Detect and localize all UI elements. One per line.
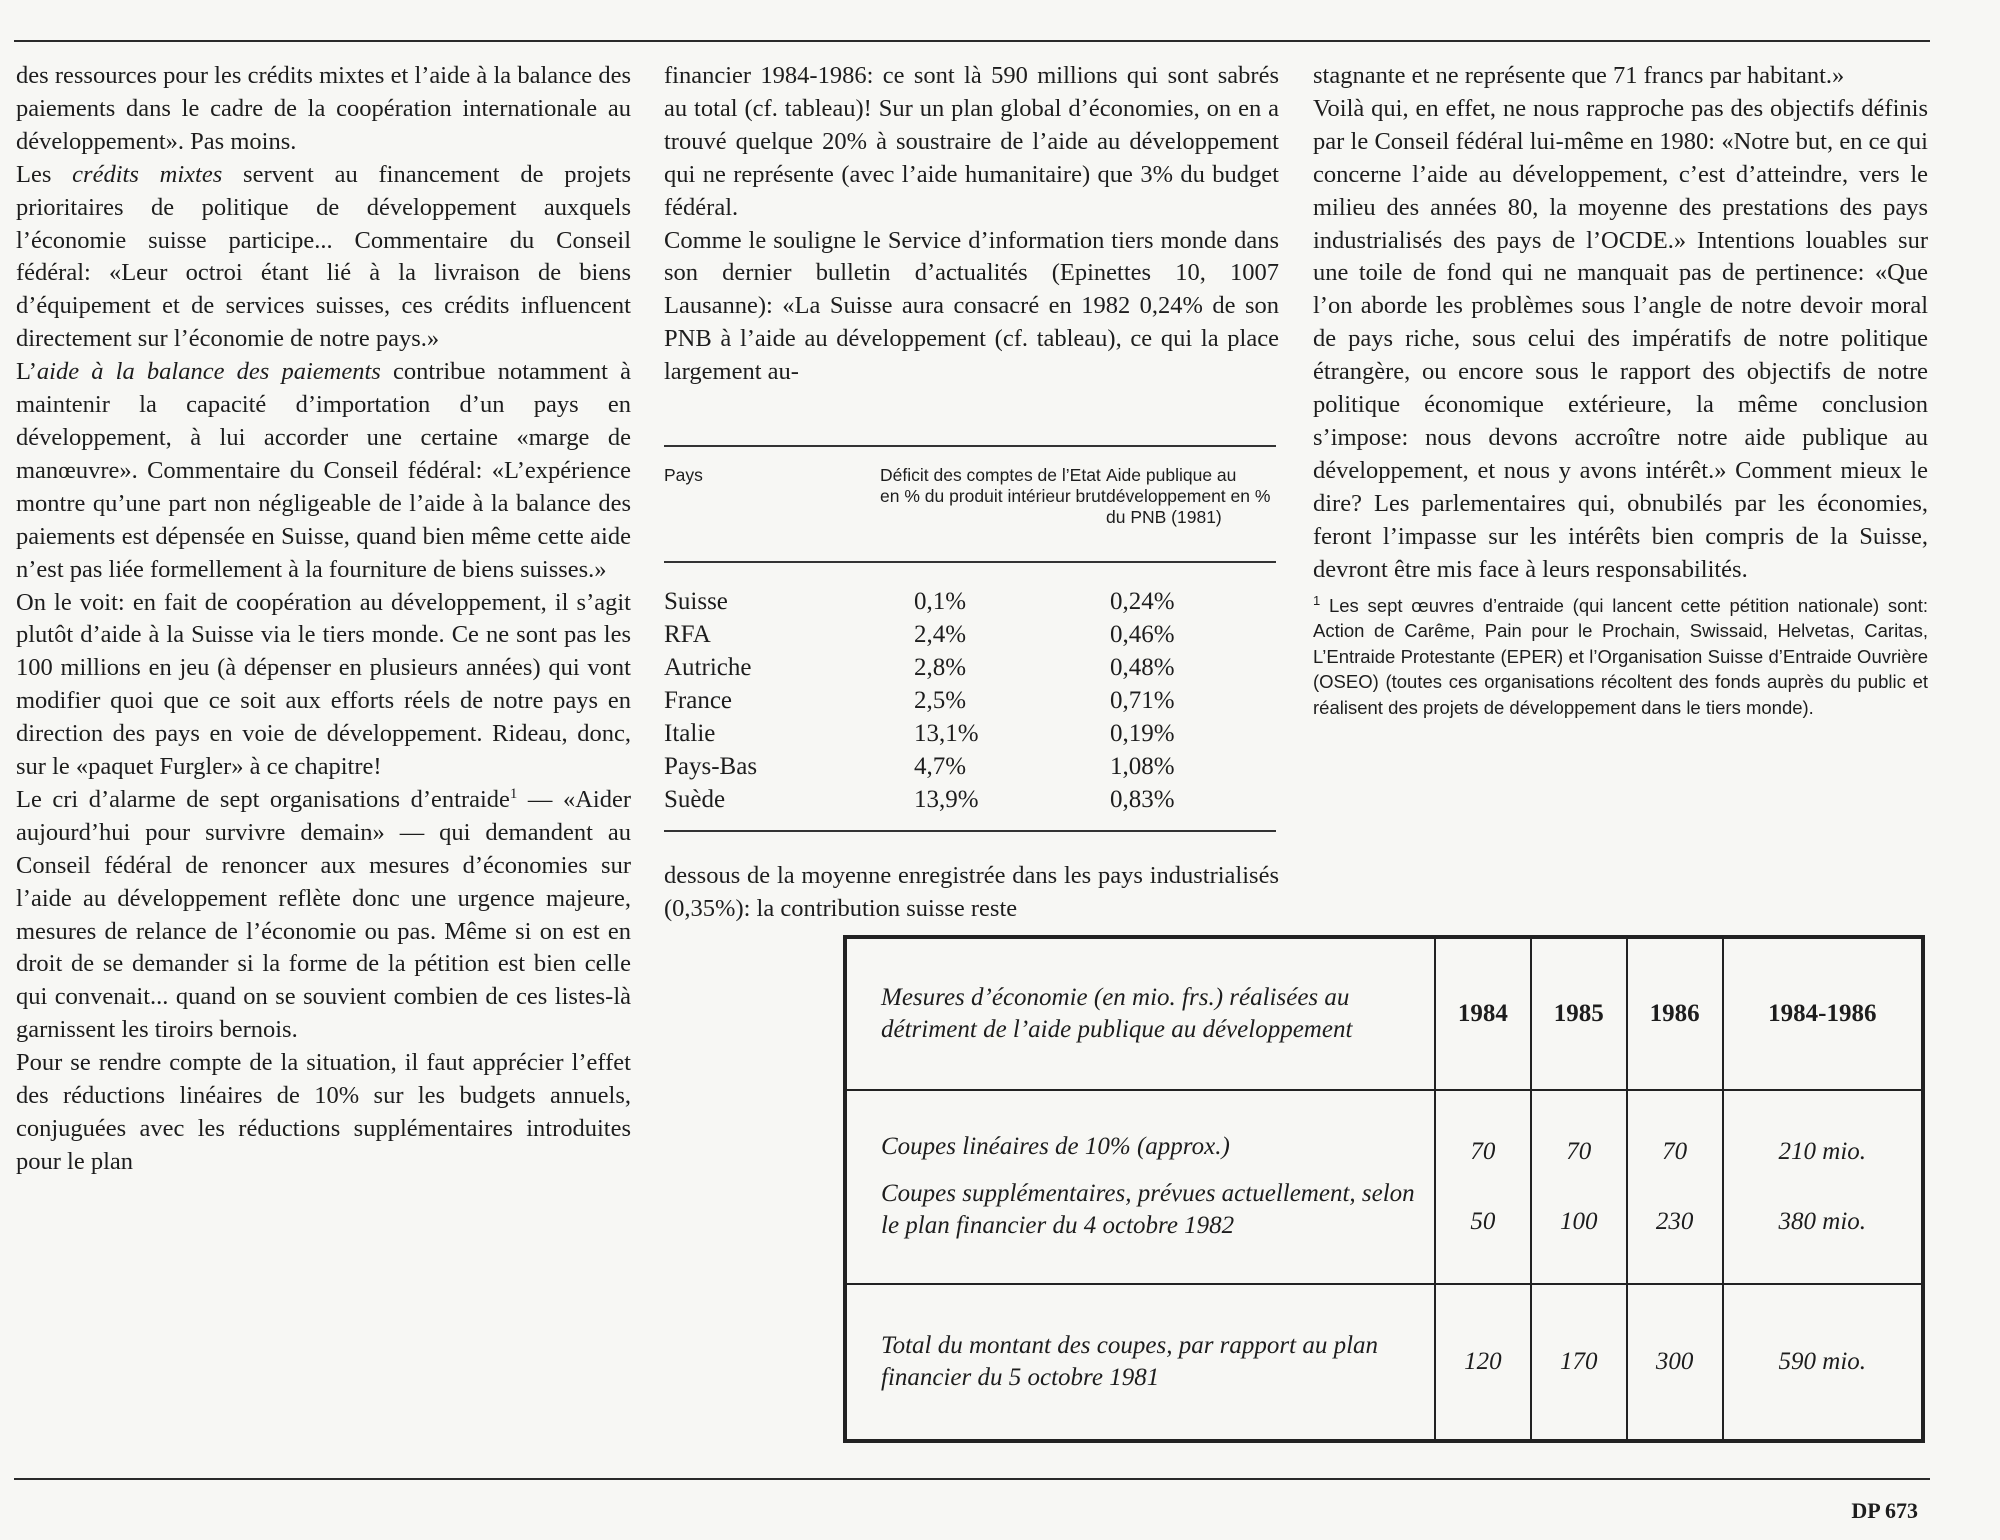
row-label: Coupes linéaires de 10% (approx.) Coupes supplémentaires, prévues actuellement, selon le plan financier du 4 octobre 1982 bbox=[846, 1090, 1435, 1284]
table-header-label: Mesures d’économie (en mio. frs.) réalisées au détriment de l’aide publique au développement bbox=[846, 938, 1435, 1090]
comparison-table bbox=[664, 445, 1276, 832]
paragraph: Pour se rendre compte de la situation, il faut apprécier l’effet des réductions linéaires de 10% sur les budgets annuels, conjuguées avec les réductions supplémentaires introduites pour le plan bbox=[16, 1049, 631, 1175]
paragraph: Les crédits mixtes servent au financement de projets prioritaires de politique de développement auxquels l’économie suisse participe... Commentaire du Conseil fédéral: «Leur octroi étant lié à la livraison de biens d’équipement et de services suisses, ces crédits influencent directement sur l’économie de notre pays.» bbox=[16, 160, 631, 353]
row-label: Total du montant des coupes, par rapport au plan financier du 5 octobre 1981 bbox=[846, 1284, 1435, 1440]
table-row: France 2,5% 0,71% bbox=[664, 687, 1175, 714]
table-row: Italie 13,1% 0,19% bbox=[664, 720, 1175, 747]
table-row-total: Total du montant des coupes, par rapport au plan financier du 5 octobre 1981 120 170 300 590 mio. bbox=[846, 1284, 1922, 1440]
year-header: 1986 bbox=[1627, 938, 1723, 1090]
table-row: Coupes linéaires de 10% (approx.) Coupes supplémentaires, prévues actuellement, selon le plan financier du 4 octobre 1982 70 50 70 100 70 230 210 mio. 380 mio. bbox=[846, 1090, 1922, 1284]
column-2-continued bbox=[664, 860, 1279, 926]
paragraph: dessous de la moyenne enregistrée dans les pays industrialisés (0,35%): la contribution suisse reste bbox=[664, 862, 1279, 922]
footnote: $^1$ Les sept œuvres d’entraide (qui lancent cette pétition nationale) sont: Action de Carême, Pain pour le Prochain, Swissaid, Helvetas, Caritas, L’Entraide Protestante (EPER) et l’Organisation Suisse d’Entraide Ouvrière (OSEO) (toutes ces organisations récoltent des fonds auprès du public et réalisent des projets de développement dans le tiers monde). bbox=[1313, 592, 1928, 718]
page-number: DP 673 bbox=[1851, 1498, 1918, 1523]
table-header: Pays Déficit des comptes de l’Etat en % du produit intérieur brut Aide publique au développement en % du PNB (1981) bbox=[664, 465, 1271, 527]
paragraph: Le cri d’alarme de sept organisations d’entraide$^1$ — «Aider aujourd’hui pour survivre demain» — qui demandent au Conseil fédéral de renoncer aux mesures d’économies sur l’aide au développement reflète donc une urgence majeure, mesures de relance de l’économie ou pas. Même si on est en droit de se demander si la forme de la pétition est bien celle qui convenait... quand on se souvient combien de ces listes-là garnissent les tiroirs bernois. bbox=[16, 785, 631, 1044]
table-row: Autriche 2,8% 0,48% bbox=[664, 654, 1175, 681]
paragraph: L’aide à la balance des paiements contribue notamment à maintenir la capacité d’importation d’un pays en développement, à lui accorder une certaine «marge de manœuvre». Commentaire du Conseil fédéral: «L’expérience montre qu’une part non négligeable de l’aide à la balance des paiements est dépensée en Suisse, quand bien même cette aide n’est pas liée formellement à la fourniture de biens suisses.» bbox=[16, 358, 632, 583]
year-header: 1984 bbox=[1435, 938, 1531, 1090]
column-1 bbox=[16, 60, 631, 1179]
paragraph: stagnante et ne représente que 71 francs par habitant.» bbox=[1313, 62, 1845, 89]
table-row: Suède 13,9% 0,83% bbox=[664, 786, 1175, 813]
column-2 bbox=[664, 60, 1279, 389]
table-row: RFA 2,4% 0,46% bbox=[664, 621, 1175, 648]
paragraph: Comme le souligne le Service d’information tiers monde dans son dernier bulletin d’actualités (Epinettes 10, 1007 Lausanne): «La Suisse aura consacré en 1982 0,24% de son PNB à l’aide au développement (cf. tableau), ce qui la place largement au- bbox=[664, 226, 1279, 386]
table-header-row bbox=[846, 938, 1922, 1090]
paragraph: des ressources pour les crédits mixtes et l’aide à la balance des paiements dans le cadre de la coopération internationale au développement». Pas moins. bbox=[16, 62, 631, 155]
top-rule bbox=[14, 40, 1930, 42]
table-row: Suisse 0,1% 0,24% bbox=[664, 588, 1175, 615]
column-3 bbox=[1313, 60, 1928, 720]
paragraph: On le voit: en fait de coopération au développement, il s’agit plutôt d’aide à la Suisse via le tiers monde. Ce ne sont pas les 100 millions en jeu (à dépenser en plusieurs années) qui vont modifier quoi que ce soit aux efforts réels de notre pays en direction des pays en voie de développement. Rideau, donc, sur le «paquet Furgler» à ce chapitre! bbox=[16, 588, 631, 781]
year-header: 1985 bbox=[1531, 938, 1627, 1090]
footnote-ref: 1 bbox=[509, 785, 518, 802]
bottom-rule bbox=[14, 1478, 1930, 1480]
paragraph: financier 1984-1986: ce sont là 590 millions qui sont sabrés au total (cf. tableau)! Sur un plan global d’économies, on en a trouvé quelque 20% à soustraire de l’aide au développement qui ne représente (avec l’aide humanitaire) que 3% du budget fédéral. bbox=[664, 62, 1279, 221]
year-header: 1984-1986 bbox=[1723, 938, 1922, 1090]
paragraph: Voilà qui, en effet, ne nous rapproche pas des objectifs définis par le Conseil fédéral lui-même en 1980: «Notre but, en ce qui concerne l’aide au développement, c’est d’atteindre, vers le milieu des années 80, la moyenne des prestations des pays industrialisés des pays de l’OCDE.» Intentions louables sur une toile de fond qui ne manquait pas de pertinence: «Que l’on aborde les problèmes sous l’angle de notre devoir moral de pays riche, sous celui des impératifs de notre politique étrangère, ou encore sous le rapport des objectifs de notre politique économique extérieure, la même conclusion s’impose: nous devons accroître notre aide publique au développement, et nous y avons intérêt.» Comment mieux le dire? Les parlementaires qui, obnubilés par les économies, feront l’impasse sur les intérêts bien compris de la Suisse, devront être mis face à leurs responsabilités. bbox=[1313, 94, 1928, 583]
table-row: Pays-Bas 4,7% 1,08% bbox=[664, 753, 1175, 780]
savings-table bbox=[843, 935, 1925, 1443]
